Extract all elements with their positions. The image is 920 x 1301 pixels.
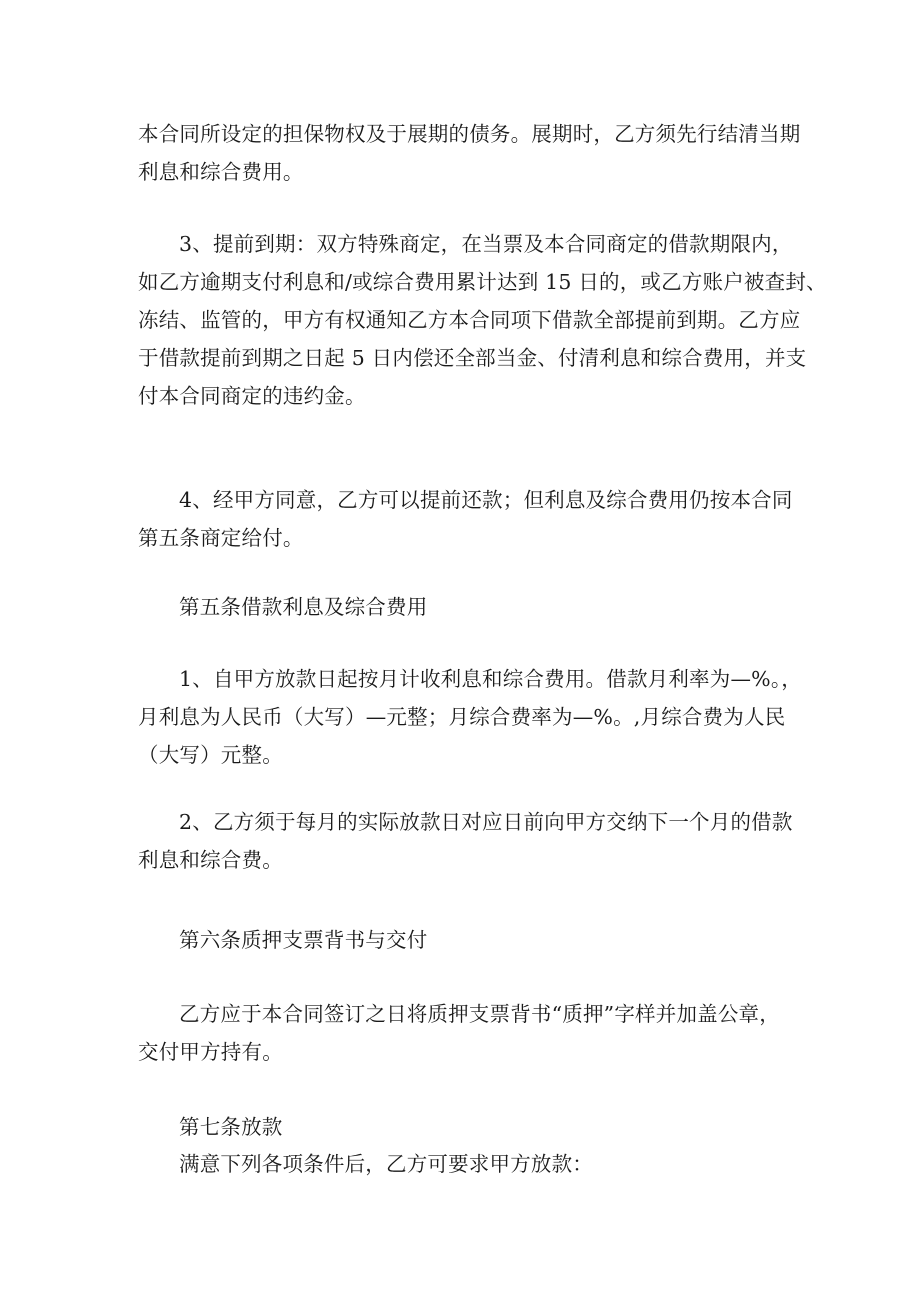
section-heading-article-5 xyxy=(138,588,788,626)
paragraph-interest-rate xyxy=(138,660,802,774)
section-title: 第五条借款利息及综合费用 xyxy=(179,595,428,619)
section-title: 第七条放款 xyxy=(179,1115,283,1139)
paragraph-loan-conditions xyxy=(138,1145,788,1183)
paragraph-pledge-extension xyxy=(138,115,801,191)
paragraph-prepayment xyxy=(138,481,793,557)
section-title: 第六条质押支票背书与交付 xyxy=(179,928,428,952)
text-line: 2、乙方须于每月的实际放款日对应日前向甲方交纳下一个月的借款 xyxy=(179,810,793,834)
text-line: （大写）元整。 xyxy=(138,743,283,767)
text-line: 满意下列各项条件后，乙方可要求甲方放款： xyxy=(179,1152,593,1176)
text-line: 交付甲方持有。 xyxy=(138,1040,283,1064)
text-line: 1、自甲方放款日起按月计收利息和综合费用。借款月利率为—%。， xyxy=(179,667,802,691)
text-line: 付本合同商定的违约金。 xyxy=(138,384,366,408)
text-line: 于借款提前到期之日起 5 日内偿还全部当金、付清利息和综合费用，并支 xyxy=(138,346,807,370)
text-line: 利息和综合费。 xyxy=(138,848,283,872)
paragraph-monthly-payment xyxy=(138,803,793,879)
text-line: 乙方应于本合同签订之日将质押支票背书“质押”字样并加盖公章， xyxy=(179,1002,780,1026)
section-heading-article-6 xyxy=(138,921,788,959)
text-line: 冻结、监管的，甲方有权通知乙方本合同项下借款全部提前到期。乙方应 xyxy=(138,308,801,332)
text-line: 第五条商定给付。 xyxy=(138,526,304,550)
text-line: 3、提前到期：双方特殊商定，在当票及本合同商定的借款期限内， xyxy=(179,232,793,256)
text-line: 本合同所设定的担保物权及于展期的债务。展期时，乙方须先行结清当期 xyxy=(138,122,801,146)
text-line: 4、经甲方同意，乙方可以提前还款；但利息及综合费用仍按本合同 xyxy=(179,488,793,512)
text-line: 如乙方逾期支付利息和/或综合费用累计达到 15 日的，或乙方账户被查封、 xyxy=(138,270,827,294)
paragraph-early-maturity xyxy=(138,225,827,415)
paragraph-check-endorsement xyxy=(138,995,788,1071)
text-line: 月利息为人民币（大写）—元整；月综合费率为—%。,月综合费为人民 xyxy=(138,705,786,729)
section-heading-article-7 xyxy=(138,1108,788,1146)
text-line: 利息和综合费用。 xyxy=(138,160,304,184)
